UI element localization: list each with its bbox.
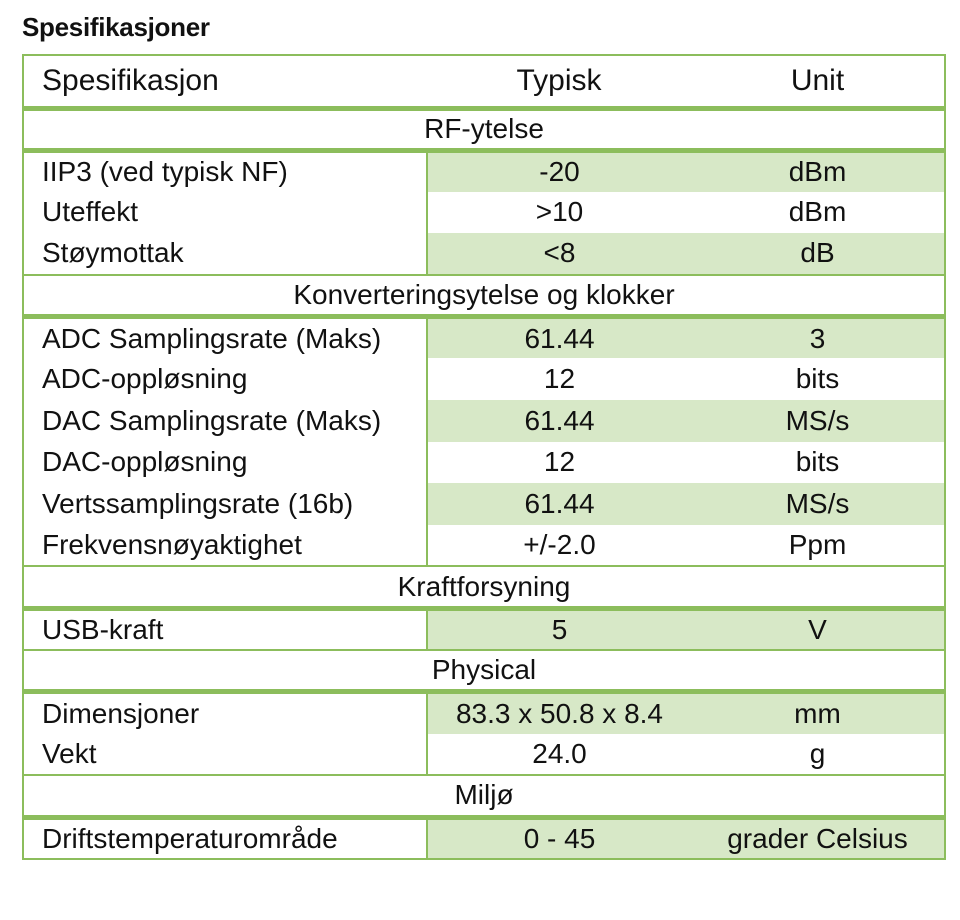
table-row — [23, 400, 945, 442]
spec-unit: dBm — [691, 150, 945, 192]
section-title: Konverteringsytelse og klokker — [23, 275, 945, 317]
header-unit: Unit — [691, 55, 945, 108]
table-row — [23, 150, 945, 192]
table-row — [23, 442, 945, 484]
page-title: Spesifikasjoner — [22, 12, 210, 42]
section-title: Miljø — [23, 775, 945, 817]
spec-label: Uteffekt — [23, 192, 427, 234]
table-row — [23, 734, 945, 776]
spec-value: -20 — [427, 150, 691, 192]
table-row — [23, 192, 945, 234]
table-row — [23, 317, 945, 359]
spec-label: Frekvensnøyaktighet — [23, 525, 427, 567]
spec-label: Støymottak — [23, 233, 427, 275]
specifications-table — [22, 54, 946, 860]
spec-label: IIP3 (ved typisk NF) — [23, 150, 427, 192]
spec-unit: g — [691, 734, 945, 776]
spec-label: ADC Samplingsrate (Maks) — [23, 317, 427, 359]
spec-label: Dimensjoner — [23, 692, 427, 734]
table-row — [23, 692, 945, 734]
table-row — [23, 483, 945, 525]
spec-value: 61.44 — [427, 400, 691, 442]
spec-unit: V — [691, 608, 945, 650]
spec-label: Vertssamplingsrate (16b) — [23, 483, 427, 525]
section-title: Kraftforsyning — [23, 566, 945, 608]
table-row — [23, 608, 945, 650]
section-row — [23, 650, 945, 692]
table-row — [23, 817, 945, 859]
spec-unit: Ppm — [691, 525, 945, 567]
section-row — [23, 775, 945, 817]
spec-unit: bits — [691, 442, 945, 484]
spec-value: 12 — [543, 363, 576, 395]
table-header-row — [23, 55, 945, 108]
spec-label: Vekt — [23, 734, 427, 776]
spec-value: 5 — [427, 608, 691, 650]
section-row — [23, 566, 945, 608]
spec-value: 61.44 — [427, 483, 691, 525]
spec-unit: mm — [691, 692, 945, 734]
table-row — [23, 233, 945, 275]
section-row — [23, 275, 945, 317]
spec-value: >10 — [535, 196, 584, 228]
spec-value: 61.44 — [427, 317, 691, 359]
spec-label: DAC Samplingsrate (Maks) — [23, 400, 427, 442]
spec-value: 12 — [543, 446, 576, 478]
header-typical: Typisk — [427, 55, 691, 108]
spec-label: Driftstemperaturområde — [23, 817, 427, 859]
specifications-table-body — [23, 55, 945, 859]
spec-unit: dBm — [691, 192, 945, 234]
spec-value: <8 — [427, 233, 691, 275]
spec-value: +/-2.0 — [427, 525, 691, 567]
header-specification: Spesifikasjon — [23, 55, 427, 108]
table-row — [23, 358, 945, 400]
spec-unit: MS/s — [691, 400, 945, 442]
spec-label: ADC-oppløsning — [23, 358, 427, 400]
spec-value: 83.3 x 50.8 x 8.4 — [427, 692, 691, 734]
spec-unit: 3 — [691, 317, 945, 359]
spec-value: 0 - 45 — [427, 817, 691, 859]
spec-unit: dB — [691, 233, 945, 275]
section-row — [23, 108, 945, 150]
spec-unit: MS/s — [691, 483, 945, 525]
spec-value: 24.0 — [427, 734, 691, 776]
section-title: RF-ytelse — [23, 108, 945, 150]
spec-label: DAC-oppløsning — [23, 442, 427, 484]
table-row — [23, 525, 945, 567]
section-title: Physical — [23, 650, 945, 692]
spec-unit: bits — [691, 358, 945, 400]
spec-unit: grader Celsius — [691, 817, 945, 859]
spec-label: USB-kraft — [23, 608, 427, 650]
